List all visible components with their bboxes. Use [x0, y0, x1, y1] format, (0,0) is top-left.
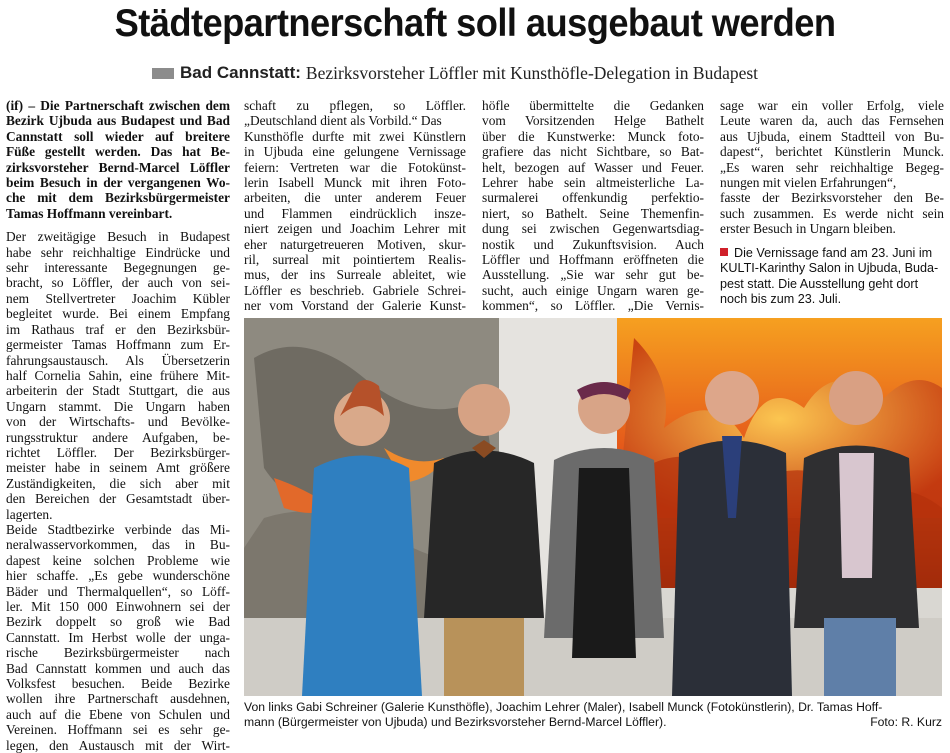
body-line: und Flammen eindrücklich insze-	[244, 205, 466, 221]
body-line: such zusammen. Es werde nicht sein	[720, 205, 944, 221]
body-line: legen, den Austausch mit der Wirt-	[6, 737, 230, 753]
lead-line: Cannstatt soll wieder auf breitere	[6, 128, 230, 144]
caption-line: Von links Gabi Schreiner (Galerie Kunsthöfle), Joachim Lehrer (Maler), Isabell Munck (Fotokünstlerin), Dr. Tamas Hoff-	[244, 700, 883, 714]
info-line	[720, 246, 944, 261]
body-line: mus, der ins Surreale ableitet, wie	[244, 267, 466, 283]
body-line: Bad Cannstatt kommen und auch das	[6, 660, 230, 676]
caption-line: mann (Bürgermeister von Ujbuda) und Bezirksvorsteher Bernd-Marcel Löffler).	[244, 715, 667, 729]
column-4	[720, 98, 944, 237]
body-line: von der Wirtschafts- und Bevölke-	[6, 414, 230, 430]
body-line: lerin Isabell Munck mit ihren Foto-	[244, 175, 466, 191]
body-line: grafiere das nicht Sichtbare, so Bat-	[482, 144, 704, 160]
lead-line: zirksvorsteher Bernd-Marcel Löffler	[6, 159, 230, 175]
body-line: nem Stellvertreter Joachim Kübler	[6, 290, 230, 306]
body-line: feiern: Vertreten war die Fotokünst-	[244, 159, 466, 175]
lead-line: Füße gestellt werden. Das hat Be-	[6, 144, 230, 160]
column-2	[244, 98, 466, 314]
body-line: arbeiten, die unter anderem Feuer	[244, 190, 466, 206]
body-line: „Deutschland dient als Vorbild.“ Das	[244, 113, 442, 129]
body-line: ler. Mit 150 000 Einwohnern sei der	[6, 599, 230, 614]
subline-text: Bezirksvorsteher Löffler mit Kunsthöfle-Delegation in Budapest	[305, 62, 759, 83]
body-line: sucht, auch einige Ungarn waren ge-	[482, 282, 704, 298]
body-line: Vereinen. Hoffmann sei es sehr ge-	[6, 722, 230, 738]
info-line: pest statt. Die Ausstellung geht dort	[720, 276, 919, 291]
body-line: Bäder und Thermalquellen“, so Löff-	[6, 583, 230, 599]
column-3	[482, 98, 704, 314]
body-line: wollen ihre Partnerschaft ausdehnen,	[6, 691, 230, 707]
info-line-text: Die Vernissage fand am 23. Juni im	[734, 246, 933, 260]
column-1	[6, 98, 230, 753]
body-line: „Es waren sehr reichhaltige Begeg-	[720, 159, 944, 175]
body-line: Zuständigkeiten, die sich aber mit	[6, 475, 230, 491]
body-line: über die Kunstwerke: Munck foto-	[482, 128, 704, 144]
body-line: dapest keine solchen Probleme wie	[6, 552, 230, 568]
body-line: meister habe in seinem Amt größere	[6, 460, 230, 476]
body-line: auch auf die Ebene von Schulen und	[6, 706, 230, 722]
body-line: dung sei zwischen Gegenwartsdiag-	[482, 221, 704, 237]
body-line: erster Besuch in Ungarn bleiben.	[720, 221, 896, 237]
body-line: Kunsthöfle durfte mit zwei Künstlern	[244, 128, 466, 144]
subline-marker	[152, 68, 174, 79]
body-line: fahrungsaustausch. Als Übersetzerin	[6, 352, 230, 368]
body-line: schaft zu pflegen, so Löffler.	[244, 98, 466, 113]
body-line: höfle übermittelte die Gedanken	[482, 98, 704, 113]
lead-line: che mit dem Bezirksbürgermeister	[6, 190, 230, 206]
body-line: Bezirk doppelt so groß wie Bad	[6, 614, 230, 630]
body-line: arbeiterin der Stadt Stuttgart, die aus	[6, 383, 230, 399]
body-line: vom Vorsitzenden Helge Bathelt	[482, 113, 704, 129]
body-line: surmalerei offenkundig perfektio-	[482, 190, 704, 206]
body-line: hier schaffe. „Es gebe wunderschöne	[6, 568, 230, 584]
body-line: lagerten.	[6, 506, 53, 522]
body-line: ner vom Vorstand der Galerie Kunst-	[244, 298, 466, 314]
body-line: kommen“, so Löffler. „Die Vernis-	[482, 298, 704, 314]
group-photo-illustration	[244, 318, 942, 696]
body-line: rungsstruktur andere Aufgaben, be-	[6, 429, 230, 445]
photo-caption	[244, 700, 942, 730]
body-line: nungen mit vielen Erfahrungen“,	[720, 175, 897, 191]
body-line: helt, bezogen auf Wasser und Feuer.	[482, 159, 704, 175]
body-line: im Rathaus traf er den Bezirksbür-	[6, 321, 230, 337]
body-line: nostik und Zukunftsvision. Auch	[482, 236, 704, 252]
body-line: ril, surreal mit pointiertem Realis-	[244, 252, 466, 268]
article-photo	[244, 318, 942, 696]
body-line: Lehrer habe sein altmeisterliche La-	[482, 175, 704, 191]
body-line: Cannstatt. Im Herbst wolle der unga-	[6, 629, 230, 645]
body-line: neralwasservorkommen, das in Bu-	[6, 537, 230, 553]
lead-line: beim Besuch in der vergangenen Wo-	[6, 175, 230, 191]
body-line: Volksfest besuchen. Beide Bezirke	[6, 676, 230, 692]
body-line: den Bereichen der Gesamtstadt über-	[6, 491, 230, 507]
body-line: niert, so Bathelt. Seine Themenfin-	[482, 205, 704, 221]
article-subline	[152, 62, 758, 84]
body-line: Ausstellung. „Sie war sehr gut be-	[482, 267, 704, 283]
body-line: Löffler und Hoffmann eröffneten die	[482, 252, 704, 268]
body-line: Löffler es beschrieb. Gabriele Schrei-	[244, 282, 466, 298]
subline-place: Bad Cannstatt:	[180, 63, 301, 82]
body-line: in Ujbuda eine gelungene Vernissage	[244, 144, 466, 160]
body-line: Beide Stadtbezirke verbinde das Mi-	[6, 521, 230, 537]
lead-line: (if) – Die Partnerschaft zwischen dem	[6, 98, 230, 113]
body-line: half Cornelia Sahin, eine frühere Mit-	[6, 367, 230, 383]
article-headline: Städtepartnerschaft soll ausgebaut werden	[114, 2, 836, 45]
lead-line: Tamas Hoffmann vereinbart.	[6, 205, 173, 221]
body-line: Der zweitägige Besuch in Budapest	[6, 229, 230, 245]
body-line: Leute waren da, auch das Fernsehen	[720, 113, 944, 129]
body-line: Ungarn stammt. Die Ungarn haben	[6, 398, 230, 414]
body-line: aus Ujbuda, einem Stadtteil von Bu-	[720, 128, 944, 144]
info-line: noch bis zum 23. Juli.	[720, 292, 842, 307]
body-line: niert zeigen und Joachim Lehrer mit	[244, 221, 466, 237]
body-line: sage war ein voller Erfolg, viele	[720, 98, 944, 113]
body-line: eher naturgetreueren Motiven, skur-	[244, 236, 466, 252]
body-line: dapest“, berichtet Künstlerin Munck.	[720, 144, 944, 160]
body-line: rische Bezirksbürgermeister nach	[6, 645, 230, 661]
lead-line: Bezirk Ujbuda aus Budapest und Bad	[6, 113, 230, 129]
paragraph-gap	[6, 221, 230, 229]
info-line: KULTI-Karinthy Salon in Ujbuda, Buda-	[720, 261, 939, 276]
red-square-icon	[720, 248, 728, 256]
body-line: habe sehr reichhaltige Eindrücke und	[6, 244, 230, 260]
body-line: bracht, so Löffler, der auch von sei-	[6, 275, 230, 291]
photo-credit: Foto: R. Kurz	[870, 715, 942, 729]
body-line: richtet Löffler. Der Bezirksbürger-	[6, 444, 230, 460]
body-line: sehr interessante Begegnungen ge-	[6, 260, 230, 276]
body-line: germeister Tamas Hoffmann zum Er-	[6, 337, 230, 353]
body-line: begleitet wurde. Bei einem Empfang	[6, 306, 230, 322]
body-line: fasste der Bezirksvorsteher den Be-	[720, 190, 944, 206]
info-box	[720, 246, 944, 308]
